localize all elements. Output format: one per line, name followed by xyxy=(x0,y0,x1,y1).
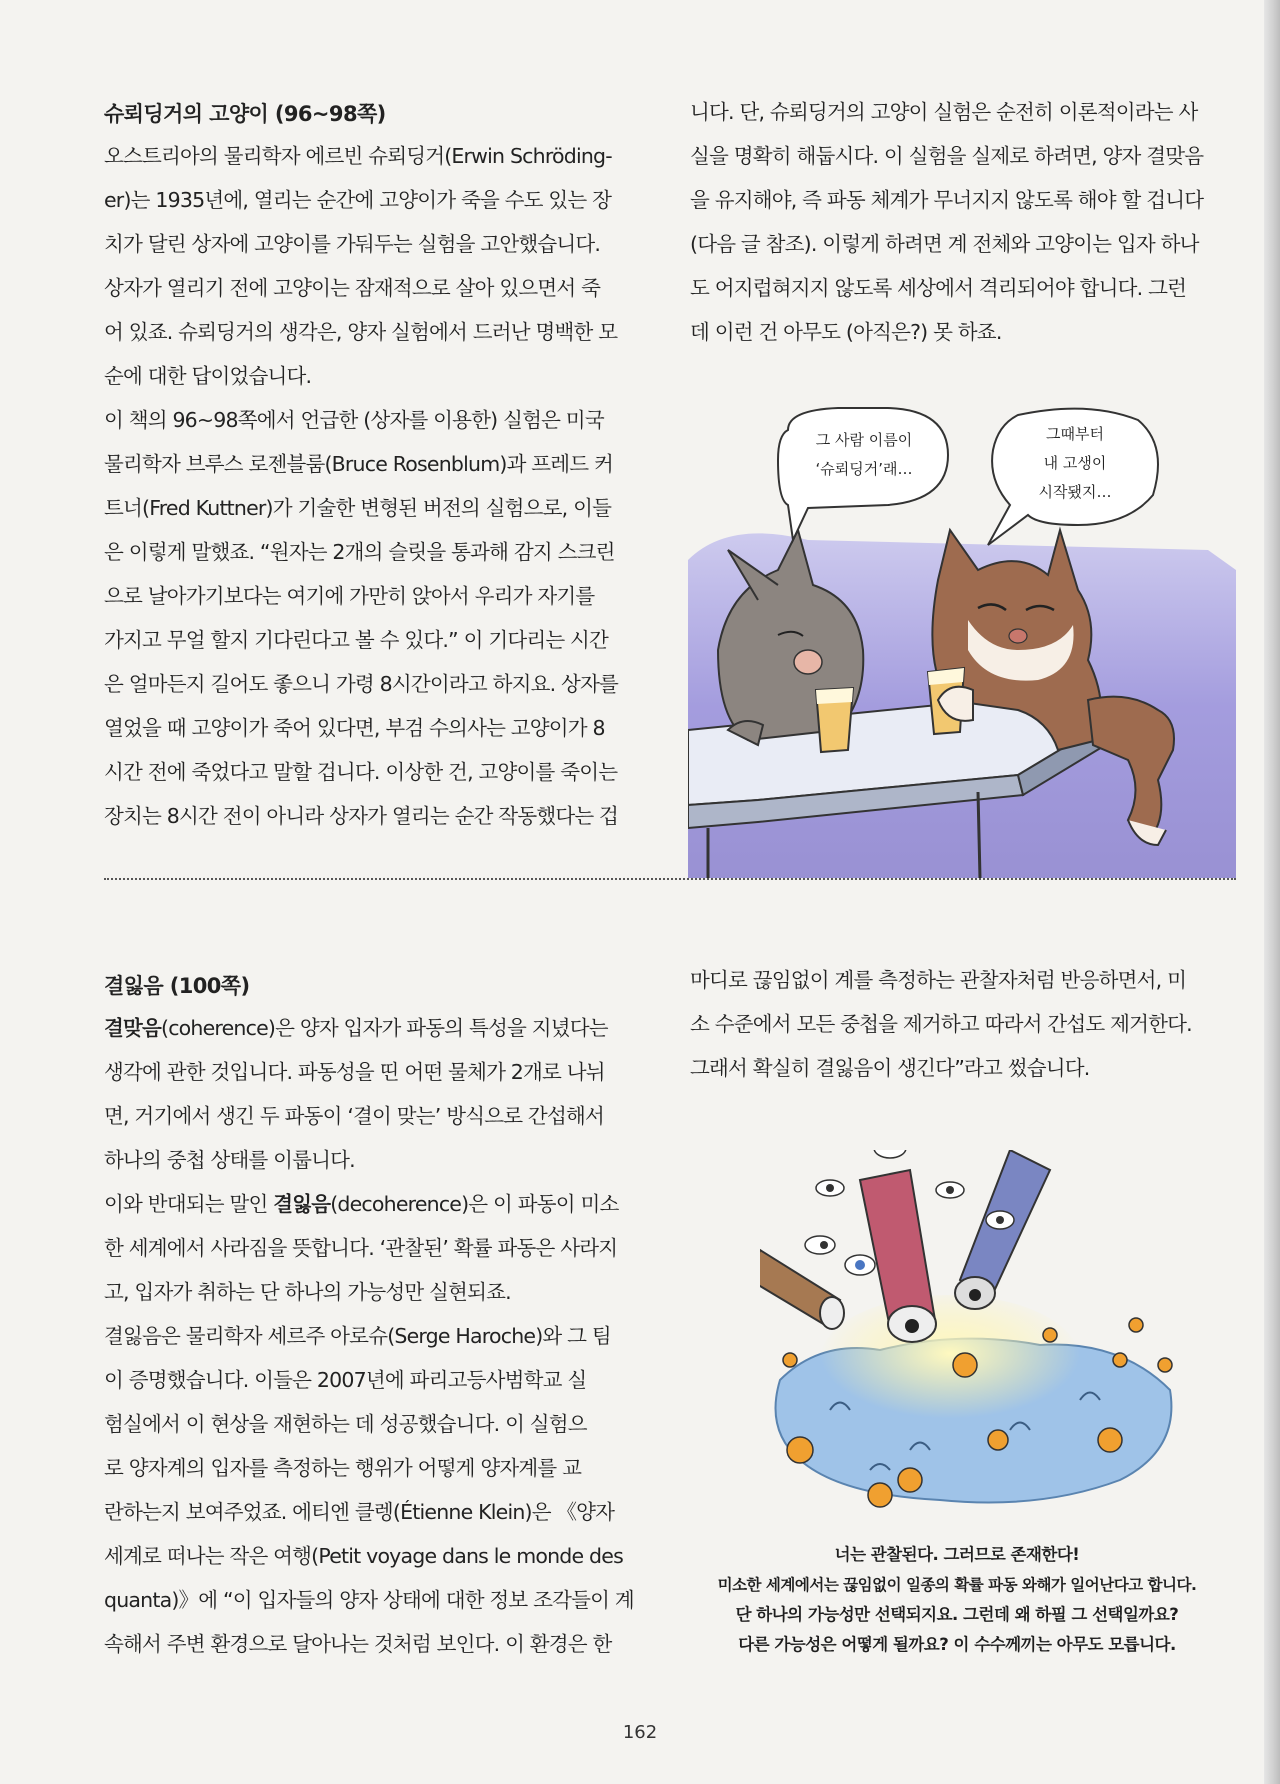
bubble-right-line2: 내 고생이 xyxy=(1043,454,1107,472)
text-line: er)는 1935년에, 열리는 순간에 고양이가 죽을 수도 있는 장 xyxy=(104,188,612,212)
section1-right-column xyxy=(690,90,1230,354)
text-line: 실을 명확히 해둡시다. 이 실험을 실제로 하려면, 양자 결맞음 xyxy=(690,144,1204,168)
text-line: 물리학자 브루스 로젠블룸(Bruce Rosenblum)과 프레드 커 xyxy=(104,452,614,476)
text-line: 트너(Fred Kuttner)가 기술한 변형된 버전의 실험으로, 이들 xyxy=(104,496,612,520)
section1-left-text xyxy=(104,134,642,838)
text-line: 세계로 떠나는 작은 여행(Petit voyage dans le monde des xyxy=(104,1544,623,1568)
bold-term: 결맞음 xyxy=(104,1016,162,1040)
text-line: 결잃음은 물리학자 세르주 아로슈(Serge Haroche)와 그 팀 xyxy=(104,1324,611,1348)
page-number: 162 xyxy=(622,1722,658,1743)
text-line: 치가 달린 상자에 고양이를 가둬두는 실험을 고안했습니다. xyxy=(104,232,601,256)
text-line: 장치는 8시간 전이 아니라 상자가 열리는 순간 작동했다는 겁 xyxy=(104,804,619,828)
text-line: 상자가 열리기 전에 고양이는 잠재적으로 살아 있으면서 죽 xyxy=(104,276,601,300)
text-line: 마디로 끊임없이 계를 측정하는 관찰자처럼 반응하면서, 미 xyxy=(690,968,1187,992)
text-line: 란하는지 보여주었죠. 에티엔 클렝(Étienne Klein)은 《양자 xyxy=(104,1500,615,1524)
cats-at-bar-illustration xyxy=(688,400,1236,878)
section2-heading: 결잃음 (100쪽) xyxy=(104,974,250,998)
text-line: 면, 거기에서 생긴 두 파동이 ‘결이 맞는’ 방식으로 간섭해서 xyxy=(104,1104,604,1128)
text-line: 을 유지해야, 즉 파동 체계가 무너지지 않도록 해야 할 겁니다 xyxy=(690,188,1204,212)
caption-line: 미소한 세계에서는 끊임없이 일종의 확률 파동 와해가 일어난다고 합니다. xyxy=(717,1576,1197,1594)
section1-left-column xyxy=(104,94,642,838)
text-line: 시간 전에 죽었다고 말할 겁니다. 이상한 건, 고양이를 죽이는 xyxy=(104,760,618,784)
text-line: 순에 대한 답이었습니다. xyxy=(104,364,312,388)
text-line: 고, 입자가 취하는 단 하나의 가능성만 실현되죠. xyxy=(104,1280,511,1304)
text-line: 이 증명했습니다. 이들은 2007년에 파리고등사범학교 실 xyxy=(104,1368,587,1392)
text-line: 결맞음(coherence)은 양자 입자가 파동의 특성을 지녔다는 xyxy=(104,1016,608,1040)
bubble-right-line3: 시작됐지… xyxy=(1038,483,1112,501)
text-line: 속해서 주변 환경으로 달아나는 것처럼 보인다. 이 환경은 한 xyxy=(104,1632,612,1656)
bubble-right-line1: 그때부터 xyxy=(1046,425,1104,443)
text-line: 하나의 중첩 상태를 이룹니다. xyxy=(104,1148,355,1172)
text-line: 소 수준에서 모든 중첩을 제거하고 따라서 간섭도 제거한다. xyxy=(690,1012,1192,1036)
text-line: quanta)》에 “이 입자들의 양자 상태에 대한 정보 조각들이 계 xyxy=(104,1588,634,1612)
section1-right-text xyxy=(690,90,1230,354)
section2-left-column xyxy=(104,966,644,1666)
section2-right-column xyxy=(690,958,1236,1090)
text-line: 생각에 관한 것입니다. 파동성을 띤 어떤 물체가 2개로 나뉘 xyxy=(104,1060,605,1084)
section1-heading: 슈뢰딩거의 고양이 (96~98쪽) xyxy=(104,102,386,126)
section2-left-text xyxy=(104,1006,644,1666)
bubble-left-line2: ‘슈뢰딩거’래… xyxy=(815,460,913,478)
caption-line: 다른 가능성은 어떻게 될까요? 이 수수께끼는 아무도 모릅니다. xyxy=(738,1635,1176,1654)
caption-line: 단 하나의 가능성만 선택되지요. 그런데 왜 하필 그 선택일까요? xyxy=(735,1605,1179,1624)
text-line: 은 이렇게 말했죠. “원자는 2개의 슬릿을 통과해 감지 스크린 xyxy=(104,540,615,564)
text-line: 험실에서 이 현상을 재현하는 데 성공했습니다. 이 실험으 xyxy=(104,1412,587,1436)
caption-line: 너는 관찰된다. 그러므로 존재한다! xyxy=(834,1545,1080,1564)
page-edge xyxy=(1264,0,1280,1784)
text-line: 니다. 단, 슈뢰딩거의 고양이 실험은 순전히 이론적이라는 사 xyxy=(690,100,1198,124)
text-line: 으로 날아가기보다는 여기에 가만히 앉아서 우리가 자기를 xyxy=(104,584,595,608)
text-line: 한 세계에서 사라짐을 뜻합니다. ‘관찰된’ 확률 파동은 사라지 xyxy=(104,1236,618,1260)
bold-term: 결잃음 xyxy=(273,1192,331,1216)
illustration-caption xyxy=(662,1540,1252,1660)
text-line: 가지고 무얼 할지 기다린다고 볼 수 있다.” 이 기다리는 시간 xyxy=(104,628,609,652)
text-line: 이 책의 96~98쪽에서 언급한 (상자를 이용한) 실험은 미국 xyxy=(104,408,604,432)
text-line: 은 얼마든지 길어도 좋으니 가령 8시간이라고 하지요. 상자를 xyxy=(104,672,619,696)
observed-particles-illustration xyxy=(760,1150,1190,1530)
text-line: 데 이런 건 아무도 (아직은?) 못 하죠. xyxy=(690,320,1002,344)
text-line: 열었을 때 고양이가 죽어 있다면, 부검 수의사는 고양이가 8 xyxy=(104,716,605,740)
text-line: 그래서 확실히 결잃음이 생긴다”라고 썼습니다. xyxy=(690,1056,1090,1080)
text-line: 어 있죠. 슈뢰딩거의 생각은, 양자 실험에서 드러난 명백한 모 xyxy=(104,320,618,344)
text-line: 로 양자계의 입자를 측정하는 행위가 어떻게 양자계를 교 xyxy=(104,1456,582,1480)
section-divider xyxy=(104,878,1236,880)
text-line: 이와 반대되는 말인 결잃음(decoherence)은 이 파동이 미소 xyxy=(104,1192,619,1216)
text-line: 오스트리아의 물리학자 에르빈 슈뢰딩거(Erwin Schröding- xyxy=(104,144,612,168)
section2-right-text xyxy=(690,958,1236,1090)
bubble-left-line1: 그 사람 이름이 xyxy=(815,431,913,449)
text-line: (다음 글 참조). 이렇게 하려면 계 전체와 고양이는 입자 하나 xyxy=(690,232,1199,256)
text-line: 도 어지럽혀지지 않도록 세상에서 격리되어야 합니다. 그런 xyxy=(690,276,1187,300)
